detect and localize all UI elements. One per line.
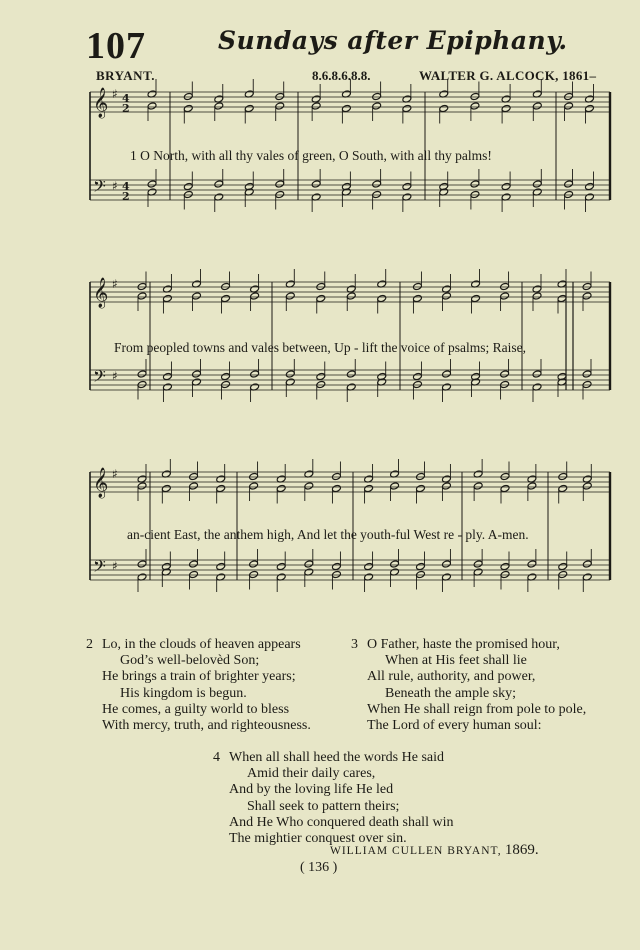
note-head xyxy=(275,102,285,110)
note-head xyxy=(377,294,387,302)
note-head xyxy=(416,472,426,480)
hymn-number: 107 xyxy=(86,25,146,67)
bass-clef: 𝄢 xyxy=(93,176,106,200)
time-signature-top: 4 xyxy=(122,92,130,105)
note-head xyxy=(470,102,480,110)
note-head xyxy=(564,92,574,100)
note-head xyxy=(442,482,452,490)
note-head xyxy=(564,102,574,110)
note-head xyxy=(364,562,374,570)
lyric-line: an-cient East, the anthem high, And let the youth-ful West re - ply. A-men. xyxy=(127,527,529,542)
note-head xyxy=(585,104,595,112)
note-head xyxy=(372,180,382,188)
meter: 8.6.8.6.8.8. xyxy=(312,68,371,83)
stanza-line: Beneath the ample sky; xyxy=(385,685,517,701)
note-head xyxy=(558,570,568,578)
note-head xyxy=(527,482,537,490)
note-head xyxy=(564,180,574,188)
note-head xyxy=(189,482,199,490)
bass-clef: 𝄢 xyxy=(93,366,106,390)
stanza-line: Shall seek to pattern theirs; xyxy=(247,798,400,814)
composer: WALTER G. ALCOCK, 1861– xyxy=(419,68,597,83)
note-head xyxy=(532,102,542,110)
note-head xyxy=(244,104,254,112)
note-head xyxy=(416,562,426,570)
stanza-line: With mercy, truth, and righteousness. xyxy=(102,718,311,734)
lyric-line: 1 O North, with all thy vales of green, O South, with all thy palms! xyxy=(130,148,492,163)
stanza-line: The mightier conquest over sin. xyxy=(229,831,407,847)
note-head xyxy=(532,292,542,300)
note-head xyxy=(341,104,351,112)
note-head xyxy=(413,294,423,302)
stanza-line: When at His feet shall lie xyxy=(385,653,527,669)
note-head xyxy=(216,484,226,492)
stanza-line: He brings a train of brighter years; xyxy=(102,669,296,685)
stanza-number: 4 xyxy=(213,750,220,765)
note-head xyxy=(183,92,193,100)
treble-clef: 𝄞 xyxy=(93,468,109,498)
note-head xyxy=(311,180,321,188)
stanza-line: His kingdom is begun. xyxy=(120,685,247,701)
note-head xyxy=(250,292,260,300)
note-head xyxy=(137,282,147,290)
note-head xyxy=(189,472,199,480)
note-head xyxy=(582,292,592,300)
key-signature-sharp: ♯ xyxy=(112,179,118,193)
time-signature-bottom: 2 xyxy=(122,102,130,115)
note-head xyxy=(372,190,382,198)
note-head xyxy=(161,484,171,492)
note-head xyxy=(137,560,147,568)
stanza xyxy=(351,637,587,734)
note-head xyxy=(250,370,260,378)
note-head xyxy=(316,294,326,302)
author-year: 1869. xyxy=(504,842,539,858)
time-signature-top: 4 xyxy=(122,180,130,193)
bass-clef: 𝄢 xyxy=(93,556,106,580)
note-head xyxy=(311,102,321,110)
note-head xyxy=(316,282,326,290)
note-head xyxy=(183,104,193,112)
note-head xyxy=(221,282,231,290)
note-head xyxy=(470,92,480,100)
note-head xyxy=(416,484,426,492)
note-head xyxy=(582,370,592,378)
note-head xyxy=(372,102,382,110)
key-signature-sharp: ♯ xyxy=(112,559,118,573)
note-head xyxy=(527,560,537,568)
note-head xyxy=(413,372,423,380)
note-head xyxy=(221,372,231,380)
note-head xyxy=(500,570,510,578)
time-signature-bottom: 2 xyxy=(122,190,130,203)
note-head xyxy=(470,180,480,188)
note-head xyxy=(189,560,199,568)
note-head xyxy=(332,472,342,480)
note-head xyxy=(192,370,202,378)
note-head xyxy=(473,560,483,568)
key-signature-sharp: ♯ xyxy=(112,369,118,383)
note-head xyxy=(500,472,510,480)
note-head xyxy=(532,180,542,188)
note-head xyxy=(582,282,592,290)
note-head xyxy=(372,92,382,100)
note-head xyxy=(249,472,259,480)
note-head xyxy=(582,560,592,568)
note-head xyxy=(275,180,285,188)
note-head xyxy=(316,372,326,380)
note-head xyxy=(221,380,231,388)
note-head xyxy=(276,484,286,492)
note-head xyxy=(390,560,400,568)
note-head xyxy=(558,472,568,480)
note-head xyxy=(285,370,295,378)
stanza-line: Lo, in the clouds of heaven appears xyxy=(102,637,301,652)
note-head xyxy=(501,104,511,112)
note-head xyxy=(564,190,574,198)
note-head xyxy=(500,562,510,570)
note-head xyxy=(332,484,342,492)
note-head xyxy=(249,570,259,578)
note-head xyxy=(147,180,157,188)
note-head xyxy=(558,484,568,492)
note-head xyxy=(390,482,400,490)
note-head xyxy=(582,482,592,490)
stanza-number: 2 xyxy=(86,637,93,652)
note-head xyxy=(442,560,452,568)
note-head xyxy=(137,292,147,300)
treble-clef: 𝄞 xyxy=(93,278,109,308)
note-head xyxy=(183,190,193,198)
note-head xyxy=(275,190,285,198)
note-head xyxy=(473,482,483,490)
note-head xyxy=(346,370,356,378)
stanza xyxy=(213,750,454,847)
note-head xyxy=(442,292,452,300)
treble-clef: 𝄞 xyxy=(93,88,109,118)
note-head xyxy=(137,380,147,388)
note-head xyxy=(416,570,426,578)
note-head xyxy=(332,562,342,570)
note-head xyxy=(413,380,423,388)
lyric-line: From peopled towns and vales between, Up - lift the voice of psalms; Raise, xyxy=(114,340,527,355)
note-head xyxy=(183,182,193,190)
stanza-line: He comes, a guilty world to bless xyxy=(102,701,290,717)
note-head xyxy=(189,570,199,578)
note-head xyxy=(275,92,285,100)
attribution xyxy=(330,842,539,859)
note-head xyxy=(364,484,374,492)
note-head xyxy=(402,104,412,112)
note-head xyxy=(501,182,511,190)
author-name: WILLIAM CULLEN BRYANT, xyxy=(330,845,502,857)
note-head xyxy=(304,560,314,568)
page-number: ( 136 ) xyxy=(300,860,338,875)
note-head xyxy=(582,380,592,388)
note-head xyxy=(304,482,314,490)
note-head xyxy=(413,282,423,290)
note-head xyxy=(500,282,510,290)
note-head xyxy=(585,182,595,190)
note-head xyxy=(346,292,356,300)
note-head xyxy=(163,294,173,302)
stanza xyxy=(86,637,311,734)
note-head xyxy=(316,380,326,388)
stanza-line: Amid their daily cares, xyxy=(247,766,376,782)
stanza-line: When all shall heed the words He said xyxy=(229,750,444,765)
note-head xyxy=(558,562,568,570)
note-head xyxy=(163,372,173,380)
note-head xyxy=(214,180,224,188)
stanza-line: And by the loving life He led xyxy=(229,782,394,798)
note-head xyxy=(221,294,231,302)
key-signature-sharp: ♯ xyxy=(112,87,118,101)
stanza-line: The Lord of every human soul: xyxy=(367,718,542,734)
stanza-line: When He shall reign from pole to pole, xyxy=(367,701,587,717)
note-head xyxy=(285,292,295,300)
note-head xyxy=(276,562,286,570)
note-head xyxy=(471,294,481,302)
note-head xyxy=(500,370,510,378)
note-head xyxy=(402,182,412,190)
note-head xyxy=(249,482,259,490)
stanza-line: O Father, haste the promised hour, xyxy=(367,637,560,652)
note-head xyxy=(532,370,542,378)
note-head xyxy=(137,370,147,378)
key-signature-sharp: ♯ xyxy=(112,277,118,291)
note-head xyxy=(147,102,157,110)
note-head xyxy=(137,482,147,490)
note-head xyxy=(442,370,452,378)
note-head xyxy=(500,292,510,300)
stanza-line: And He Who conquered death shall win xyxy=(229,814,454,830)
note-head xyxy=(332,570,342,578)
note-head xyxy=(216,562,226,570)
key-signature-sharp: ♯ xyxy=(112,467,118,481)
stanza-number: 3 xyxy=(351,637,358,652)
note-head xyxy=(470,190,480,198)
season-title: Sundays after Epiphany. xyxy=(218,26,568,55)
note-head xyxy=(439,104,449,112)
stanza-line: All rule, authority, and power, xyxy=(367,669,536,685)
stanza-line: God’s well-belovèd Son; xyxy=(120,653,260,669)
note-head xyxy=(214,102,224,110)
note-head xyxy=(249,560,259,568)
note-head xyxy=(500,380,510,388)
tune-name: BRYANT. xyxy=(96,68,156,83)
note-head xyxy=(500,484,510,492)
note-head xyxy=(192,292,202,300)
